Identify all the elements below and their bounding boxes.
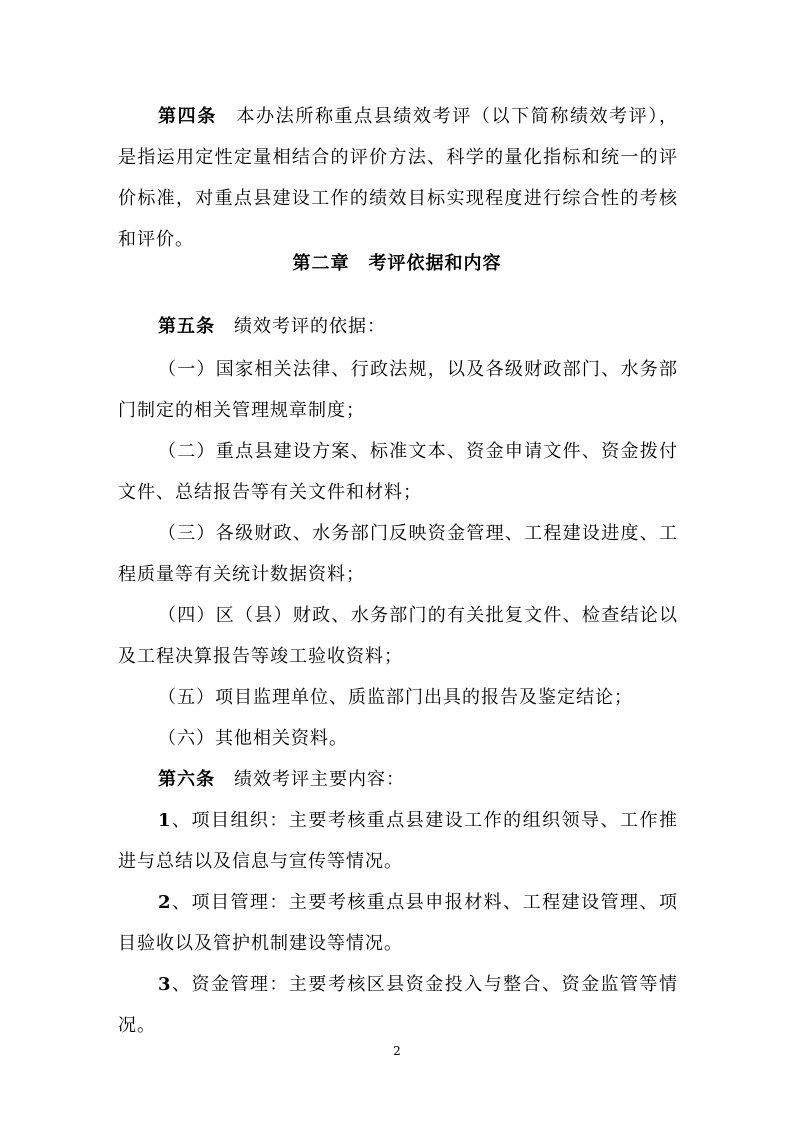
article-5-item-6: （六）其他相关资料。 (158, 728, 348, 749)
article-5-label: 第五条 (158, 316, 215, 337)
article-5-item-2: （二）重点县建设方案、标准文本、资金申请文件、资金拨付文件、总结报告等有关文件和材料； (118, 441, 678, 503)
article-6-item-2-text: 、项目管理：主要考核重点县申报材料、工程建设管理、项目验收以及管护机制建设等情况。 (118, 892, 678, 954)
article-6-label: 第六条 (158, 769, 215, 790)
article-6-item-3 (118, 964, 678, 1046)
article-6-item-2-number: 2 (158, 892, 172, 913)
article-4-text: 本办法所称重点县绩效考评（以下简称绩效考评），是指运用定性定量相结合的评价方法、科学的量化指标和统一的评价标准，对重点县建设工作的绩效目标实现程度进行综合性的考核和评价。 (118, 106, 679, 250)
article-5-text: 绩效考评的依据： (234, 316, 386, 337)
article-6-item-1-number: 1 (158, 810, 172, 831)
article-5-paragraph (118, 306, 678, 347)
page-number: 2 (393, 1044, 401, 1058)
article-4-label: 第四条 (158, 106, 217, 127)
article-5-item-3: （三）各级财政、水务部门反映资金管理、工程建设进度、工程质量等有关统计数据资料； (118, 523, 678, 585)
article-6-item-3-number: 3 (158, 974, 172, 995)
article-5-item-5: （五）项目监理单位、质监部门出具的报告及鉴定结论； (158, 687, 633, 708)
article-4-paragraph (118, 96, 678, 260)
article-5-item-4: （四）区（县）财政、水务部门的有关批复文件、检查结论以及工程决算报告等竣工验收资料； (118, 605, 678, 667)
article-6-text: 绩效考评主要内容： (234, 769, 405, 790)
chapter-2-heading: 第二章 考评依据和内容 (292, 253, 502, 274)
article-6-paragraph (118, 759, 678, 800)
article-5-item-1: （一）国家相关法律、行政法规，以及各级财政部门、水务部门制定的相关管理规章制度； (118, 359, 678, 421)
article-6-item-2 (118, 882, 678, 964)
article-6-item-1-text: 、项目组织：主要考核重点县建设工作的组织领导、工作推进与总结以及信息与宣传等情况。 (118, 810, 678, 872)
article-6-item-1 (118, 800, 678, 882)
article-6-item-3-text: 、资金管理：主要考核区县资金投入与整合、资金监管等情况。 (118, 974, 678, 1036)
